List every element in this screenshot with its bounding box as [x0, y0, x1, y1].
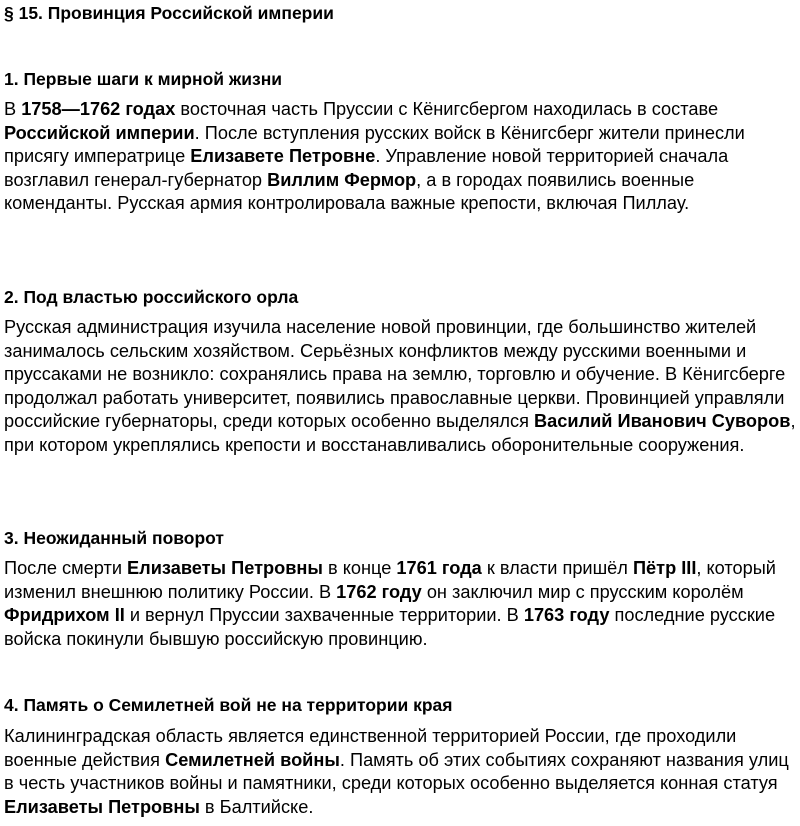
bold-term: 1761 года [396, 558, 482, 578]
paragraph-text: и вернул Пруссии захваченные территории. В [124, 605, 524, 626]
paragraph-text: . Память об этих событиях сохраняют названия улиц в честь участников войны и памятники, среди которых особенно выделяется конная статуя [4, 749, 789, 794]
paragraph-text: в конце [322, 558, 397, 578]
paragraph-text: восточная часть Пруссии с Кёнигсбергом находилась в составе [175, 99, 719, 119]
paragraph-text: В [4, 99, 22, 119]
paragraph-text: последние русские войска покинули бывшую российскую провинцию. [4, 605, 776, 649]
bold-term: Пётр III [632, 558, 697, 578]
bold-term: Российской империи [4, 122, 195, 143]
paragraph-text: , при котором укреплялись крепости и восстанавливались оборонительные сооружения. [4, 411, 796, 455]
section-heading-1: 1. Первые шаги к мирной жизни [4, 69, 283, 89]
section-heading-4: 4. Память о Семилетней вой не на территории края [4, 695, 453, 715]
paragraph-text: . Управление новой территорией сначала возглавил генерал-губернатор [4, 146, 729, 190]
bold-term: Василий Иванович Суворов [534, 411, 791, 432]
paragraph-text: После смерти [4, 558, 128, 578]
paragraph-text: , который изменил внешнюю политику России. В [4, 558, 776, 602]
bold-term: Виллим Фермор [267, 169, 417, 190]
bold-term: Семилетней войны [165, 749, 340, 770]
bold-term: Елизаветы Петровны [4, 796, 200, 817]
bold-term: 1763 году [523, 605, 610, 626]
section-paragraph-2 [4, 316, 800, 458]
section-heading-3: 3. Неожиданный поворот [4, 528, 224, 548]
paragraph-text: , а в городах появились военные коменданты. Русская армия контролировала важные крепости, включая Пиллау. [4, 169, 695, 214]
bold-term: Елизаветы Петровны [127, 558, 323, 578]
bold-term: 1762 году [336, 581, 422, 602]
paragraph-text: Русская администрация изучила население новой провинции, где большинство жителей занималось сельским хозяйством. Серьёзных конфликтов между русскими военными и пруссаками не возникло: сохранялись права на землю, торговлю и обучение. В Кёнигсберге продолжал работать университет, появились православные церкви. Провинцией управляли российские губернаторы, среди которых особенно выделялся [4, 317, 786, 432]
paragraph-text: в Балтийске. [199, 796, 314, 817]
page-title: § 15. Провинция Российской империи [4, 3, 334, 23]
paragraph-text: он заключил мир с прусским королём [421, 581, 744, 602]
section-paragraph-3 [4, 557, 800, 651]
bold-term: 1758—1762 годах [21, 99, 176, 119]
bold-term: Фридрихом II [4, 605, 125, 626]
section-paragraph-4 [4, 725, 800, 819]
section-heading-2: 2. Под властью российского орла [4, 287, 299, 307]
paragraph-text: Калининградская область является единственной территорией России, где проходили военные действия [4, 726, 737, 770]
bold-term: Елизавете Петровне [190, 146, 376, 167]
paragraph-text: к власти пришёл [481, 558, 633, 578]
section-paragraph-1 [4, 98, 800, 216]
paragraph-text: . После вступления русских войск в Кёнигсберг жители принесли присягу императрице [4, 122, 745, 167]
